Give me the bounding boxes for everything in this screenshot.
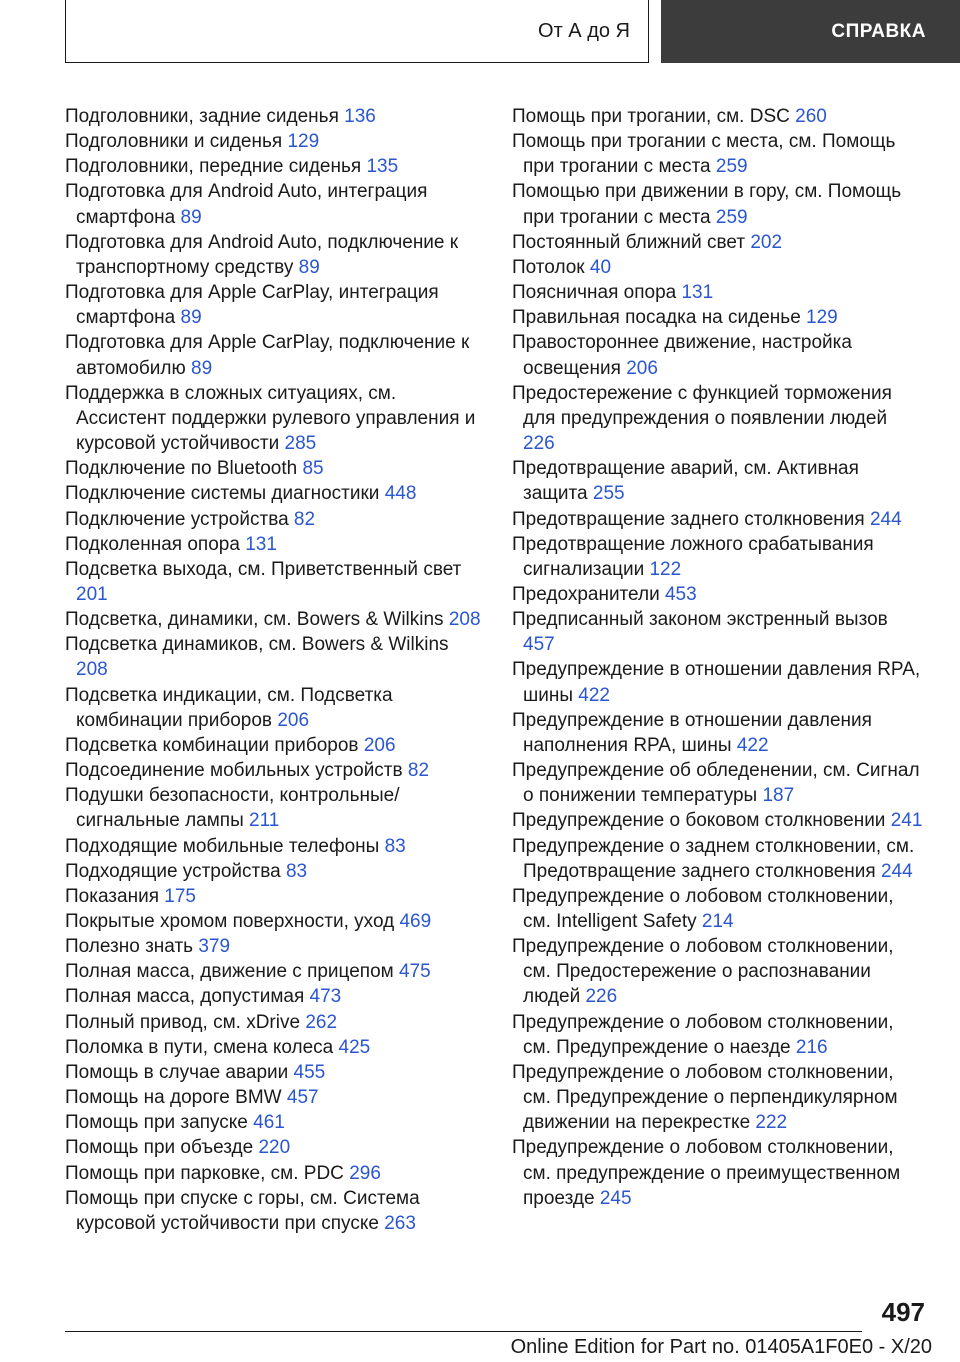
- header-section-box: [65, 0, 649, 63]
- index-entry-text: Подключение по Bluetooth: [65, 458, 298, 480]
- index-entry: [512, 834, 924, 884]
- page-link[interactable]: 89: [191, 357, 213, 379]
- page-link[interactable]: 216: [795, 1036, 828, 1058]
- index-entry: [512, 532, 924, 582]
- index-entry: [65, 632, 485, 682]
- index-entry-text: Подсветка динамиков, см. Bowers & Wilkins: [65, 634, 449, 656]
- index-entry-text: Помощью при движении в гору, см. Помощь при трогании с места: [512, 181, 902, 228]
- page-link[interactable]: 226: [585, 986, 618, 1008]
- index-entry-text: Предупреждение о лобовом столкновении, см. Intelligent Safety: [512, 885, 894, 932]
- index-entry-text: Помощь в случае аварии: [65, 1061, 289, 1083]
- index-entry: [65, 909, 485, 934]
- index-entry-text: Помощь при объезде: [65, 1137, 254, 1159]
- page-link[interactable]: 83: [285, 860, 308, 882]
- index-entry-text: Предупреждение в отношении давления наполнения RPA, шины: [512, 709, 872, 756]
- index-entry: [65, 1186, 485, 1236]
- page-link[interactable]: 457: [286, 1087, 319, 1109]
- page-link[interactable]: 455: [293, 1061, 326, 1083]
- index-entry: [65, 104, 485, 129]
- index-entry: [512, 507, 924, 532]
- index-entry-text: Подготовка для Apple CarPlay, подключение к автомобилю: [65, 332, 470, 379]
- index-entry: [512, 708, 924, 758]
- index-entry: [65, 607, 485, 632]
- index-entry-text: Помощь при запуске: [65, 1112, 248, 1134]
- index-entry: [65, 733, 485, 758]
- page-link[interactable]: 214: [701, 911, 734, 932]
- index-entry-text: Подголовники и сиденья: [65, 131, 283, 153]
- page-link[interactable]: 131: [681, 282, 714, 304]
- index-entry-text: Предупреждение о боковом столкновении: [512, 810, 886, 832]
- index-entry-text: Предупреждение о лобовом столкновении, см. предупреждение о преимущественном проезде: [512, 1137, 901, 1209]
- page-link[interactable]: 206: [363, 734, 396, 756]
- page-link[interactable]: 129: [806, 307, 838, 329]
- index-entry-text: Предупреждение о лобовом столкновении, см. Предупреждение о наезде: [512, 1011, 894, 1058]
- index-entry-text: Постоянный ближний свет: [512, 231, 746, 253]
- index-entry: [65, 1110, 485, 1135]
- page-link[interactable]: 379: [198, 936, 231, 958]
- index-entry-text: Подходящие устройства: [65, 860, 281, 882]
- index-entry: [65, 481, 485, 506]
- index-entry-text: Подголовники, передние сиденья: [65, 156, 362, 178]
- index-entry-text: Подготовка для Android Auto, интеграция смартфона: [65, 181, 428, 228]
- index-entry-text: Помощь при трогании с места, см. Помощь при трогании с места: [512, 131, 896, 178]
- index-entry-text: Предохранители: [512, 583, 660, 605]
- page-link[interactable]: 208: [448, 609, 481, 631]
- index-entry: [65, 456, 485, 481]
- index-entry: [65, 959, 485, 984]
- page-link[interactable]: 187: [762, 785, 795, 807]
- index-entry: [65, 834, 485, 859]
- index-entry: [512, 657, 924, 707]
- header-chapter-title: СПРАВКА: [831, 20, 926, 42]
- page-link[interactable]: 135: [366, 156, 399, 178]
- index-entry: [512, 1135, 924, 1210]
- index-entry: [65, 129, 485, 154]
- header-section-title: От А до Я: [538, 19, 630, 42]
- index-entry-text: Предотвращение ложного срабатывания сигнализации: [512, 533, 874, 580]
- index-entry: [512, 280, 924, 305]
- page-link[interactable]: 259: [715, 156, 748, 178]
- index-entry-text: Правостороннее движение, настройка освещения: [512, 332, 852, 379]
- page-link[interactable]: 263: [384, 1212, 416, 1234]
- page-link[interactable]: 226: [523, 433, 555, 455]
- index-column-left: [65, 104, 485, 1236]
- index-entry: [512, 582, 924, 607]
- page-link[interactable]: 245: [599, 1187, 632, 1209]
- index-entry-text: Поддержка в сложных ситуациях, см. Ассистент поддержки рулевого управления и курсовой устойчивости: [65, 382, 476, 455]
- page-link[interactable]: 469: [399, 911, 432, 932]
- page-link[interactable]: 457: [523, 634, 555, 656]
- page-link[interactable]: 206: [626, 357, 658, 379]
- page-link[interactable]: 89: [180, 206, 202, 228]
- page-link[interactable]: 40: [589, 256, 612, 278]
- footer-divider: [65, 1331, 862, 1332]
- page-link[interactable]: 473: [309, 986, 342, 1008]
- page-link[interactable]: 262: [305, 1011, 338, 1033]
- index-entry-text: Помощь на дороге BMW: [65, 1087, 282, 1109]
- index-entry: [65, 179, 485, 229]
- index-entry: [65, 280, 485, 330]
- page-link[interactable]: 453: [664, 583, 697, 605]
- page-link[interactable]: 83: [384, 835, 406, 857]
- page-link[interactable]: 259: [715, 206, 748, 228]
- index-entry: [65, 758, 485, 783]
- index-entry-text: Полезно знать: [65, 936, 194, 958]
- index-entry-text: Подготовка для Apple CarPlay, интеграция смартфона: [65, 282, 439, 329]
- page-link[interactable]: 461: [253, 1112, 285, 1134]
- index-entry: [512, 884, 924, 934]
- page-link[interactable]: 255: [592, 483, 625, 505]
- page-link[interactable]: 241: [890, 810, 923, 832]
- index-entry: [65, 1035, 485, 1060]
- page-link[interactable]: 131: [245, 533, 277, 555]
- index-entry-text: Покрытые хромом поверхности, уход: [65, 911, 395, 932]
- index-entry-text: Предостережение с функцией торможения для предупреждения о появлении людей: [512, 382, 892, 429]
- index-entry: [65, 154, 485, 179]
- page-link[interactable]: 260: [795, 106, 827, 127]
- index-entry: [512, 179, 924, 229]
- page-link[interactable]: 220: [258, 1137, 291, 1159]
- index-entry: [65, 1085, 485, 1110]
- index-entry-text: Помощь при спуске с горы, см. Система курсовой устойчивости при спуске: [65, 1187, 420, 1234]
- index-entry-text: Подсветка, динамики, см. Bowers & Wilkins: [65, 609, 444, 631]
- index-entry: [65, 1161, 485, 1186]
- page-link[interactable]: 201: [76, 583, 108, 605]
- index-entry-text: Предотвращение аварий, см. Активная защита: [512, 458, 859, 505]
- page-link[interactable]: 422: [736, 734, 769, 756]
- index-entry: [65, 683, 485, 733]
- page-link[interactable]: 244: [880, 860, 913, 882]
- header-chapter-tab[interactable]: [661, 0, 960, 63]
- index-entry: [512, 104, 924, 129]
- index-entry: [65, 1060, 485, 1085]
- index-entry: [65, 859, 485, 884]
- index-entry: [65, 532, 485, 557]
- index-entry-text: Подколенная опора: [65, 533, 240, 555]
- page-link[interactable]: 244: [869, 508, 902, 530]
- page-link[interactable]: 202: [750, 231, 783, 253]
- index-entry: [512, 230, 924, 255]
- page-link[interactable]: 129: [287, 131, 320, 153]
- index-entry-text: Подсветка выхода, см. Приветственный свет: [65, 558, 462, 580]
- index-entry-text: Предупреждение в отношении давления RPA, шины: [512, 659, 921, 706]
- page-link[interactable]: 85: [302, 458, 324, 480]
- index-entry-text: Помощь при трогании, см. DSC: [512, 106, 790, 127]
- index-entry-text: Подготовка для Android Auto, подключение к транспортному средству: [65, 231, 459, 278]
- index-entry-text: Правильная посадка на сиденье: [512, 307, 801, 329]
- index-entry: [512, 456, 924, 506]
- index-entry-text: Предупреждение об обледенении, см. Сигнал о понижении температуры: [512, 760, 920, 807]
- index-entry-text: Поломка в пути, смена колеса: [65, 1036, 334, 1058]
- page-link[interactable]: 448: [384, 483, 417, 505]
- index-entry-text: Предписанный законом экстренный вызов: [512, 609, 888, 631]
- index-entry-text: Подходящие мобильные телефоны: [65, 835, 380, 857]
- index-entry: [65, 557, 485, 607]
- index-entry-text: Подушки безопасности, контрольные/сигнальные лампы: [65, 785, 400, 832]
- index-entry-text: Потолок: [512, 256, 585, 278]
- index-entry-text: Поясничная опора: [512, 282, 677, 304]
- index-column-right: [512, 104, 924, 1211]
- index-entry: [65, 1010, 485, 1035]
- index-entry-text: Подсветка индикации, см. Подсветка комбинации приборов: [65, 684, 393, 731]
- index-entry-text: Показания: [65, 885, 159, 907]
- index-entry: [65, 783, 485, 833]
- index-entry: [512, 1060, 924, 1135]
- page-link[interactable]: 422: [578, 684, 610, 706]
- index-entry-text: Подголовники, задние сиденья: [65, 106, 339, 127]
- page-link[interactable]: 89: [180, 307, 202, 329]
- index-entry-text: Предотвращение заднего столкновения: [512, 508, 865, 530]
- index-entry: [65, 381, 485, 456]
- index-entry-text: Предупреждение о заднем столкновении, см. Предотвращение заднего столкновения: [512, 835, 915, 882]
- page-number: 497: [881, 1297, 925, 1327]
- index-entry: [512, 758, 924, 808]
- page-link[interactable]: 222: [755, 1112, 788, 1134]
- index-entry-text: Помощь при парковке, см. PDC: [65, 1162, 344, 1184]
- index-entry: [512, 808, 924, 833]
- index-entry: [512, 381, 924, 456]
- index-entry: [512, 129, 924, 179]
- index-entry-text: Полный привод, см. xDrive: [65, 1011, 301, 1033]
- index-entry-text: Предупреждение о лобовом столкновении, см. Предостережение о распознавании людей: [512, 936, 894, 1008]
- index-entry-text: Подключение системы диагностики: [65, 483, 380, 505]
- page-link[interactable]: 206: [277, 709, 310, 731]
- index-entry: [65, 230, 485, 280]
- index-entry-text: Полная масса, допустимая: [65, 986, 305, 1008]
- index-entry-text: Подсветка комбинации приборов: [65, 734, 359, 756]
- index-entry: [65, 330, 485, 380]
- index-entry: [65, 934, 485, 959]
- index-entry-text: Полная масса, движение с прицепом: [65, 961, 394, 983]
- page-link[interactable]: 425: [338, 1036, 371, 1058]
- index-entry: [65, 884, 485, 909]
- index-entry-text: Предупреждение о лобовом столкновении, см. Предупреждение о перпендикулярном движении на перекрестке: [512, 1061, 898, 1134]
- page-link[interactable]: 208: [76, 659, 108, 681]
- index-entry: [512, 305, 924, 330]
- page-link[interactable]: 296: [349, 1162, 381, 1184]
- index-entry: [512, 934, 924, 1009]
- index-entry: [65, 984, 485, 1009]
- index-entry: [512, 255, 924, 280]
- page-link[interactable]: 82: [293, 508, 316, 530]
- page-link[interactable]: 122: [649, 558, 682, 580]
- index-entry: [512, 1010, 924, 1060]
- page-link[interactable]: 136: [344, 106, 376, 127]
- page-link[interactable]: 89: [298, 256, 320, 278]
- page-link[interactable]: 82: [407, 760, 430, 782]
- page-link[interactable]: 211: [249, 810, 280, 832]
- page-link[interactable]: 175: [164, 885, 196, 907]
- index-entry-text: Подсоединение мобильных устройств: [65, 760, 403, 782]
- index-entry: [65, 507, 485, 532]
- page-link[interactable]: 285: [284, 433, 317, 455]
- footer-edition: Online Edition for Part no. 01405A1F0E0 - X/20: [510, 1336, 932, 1358]
- index-entry: [512, 607, 924, 657]
- page-link[interactable]: 475: [398, 961, 431, 983]
- index-entry: [512, 330, 924, 380]
- index-entry: [65, 1135, 485, 1160]
- index-entry-text: Подключение устройства: [65, 508, 289, 530]
